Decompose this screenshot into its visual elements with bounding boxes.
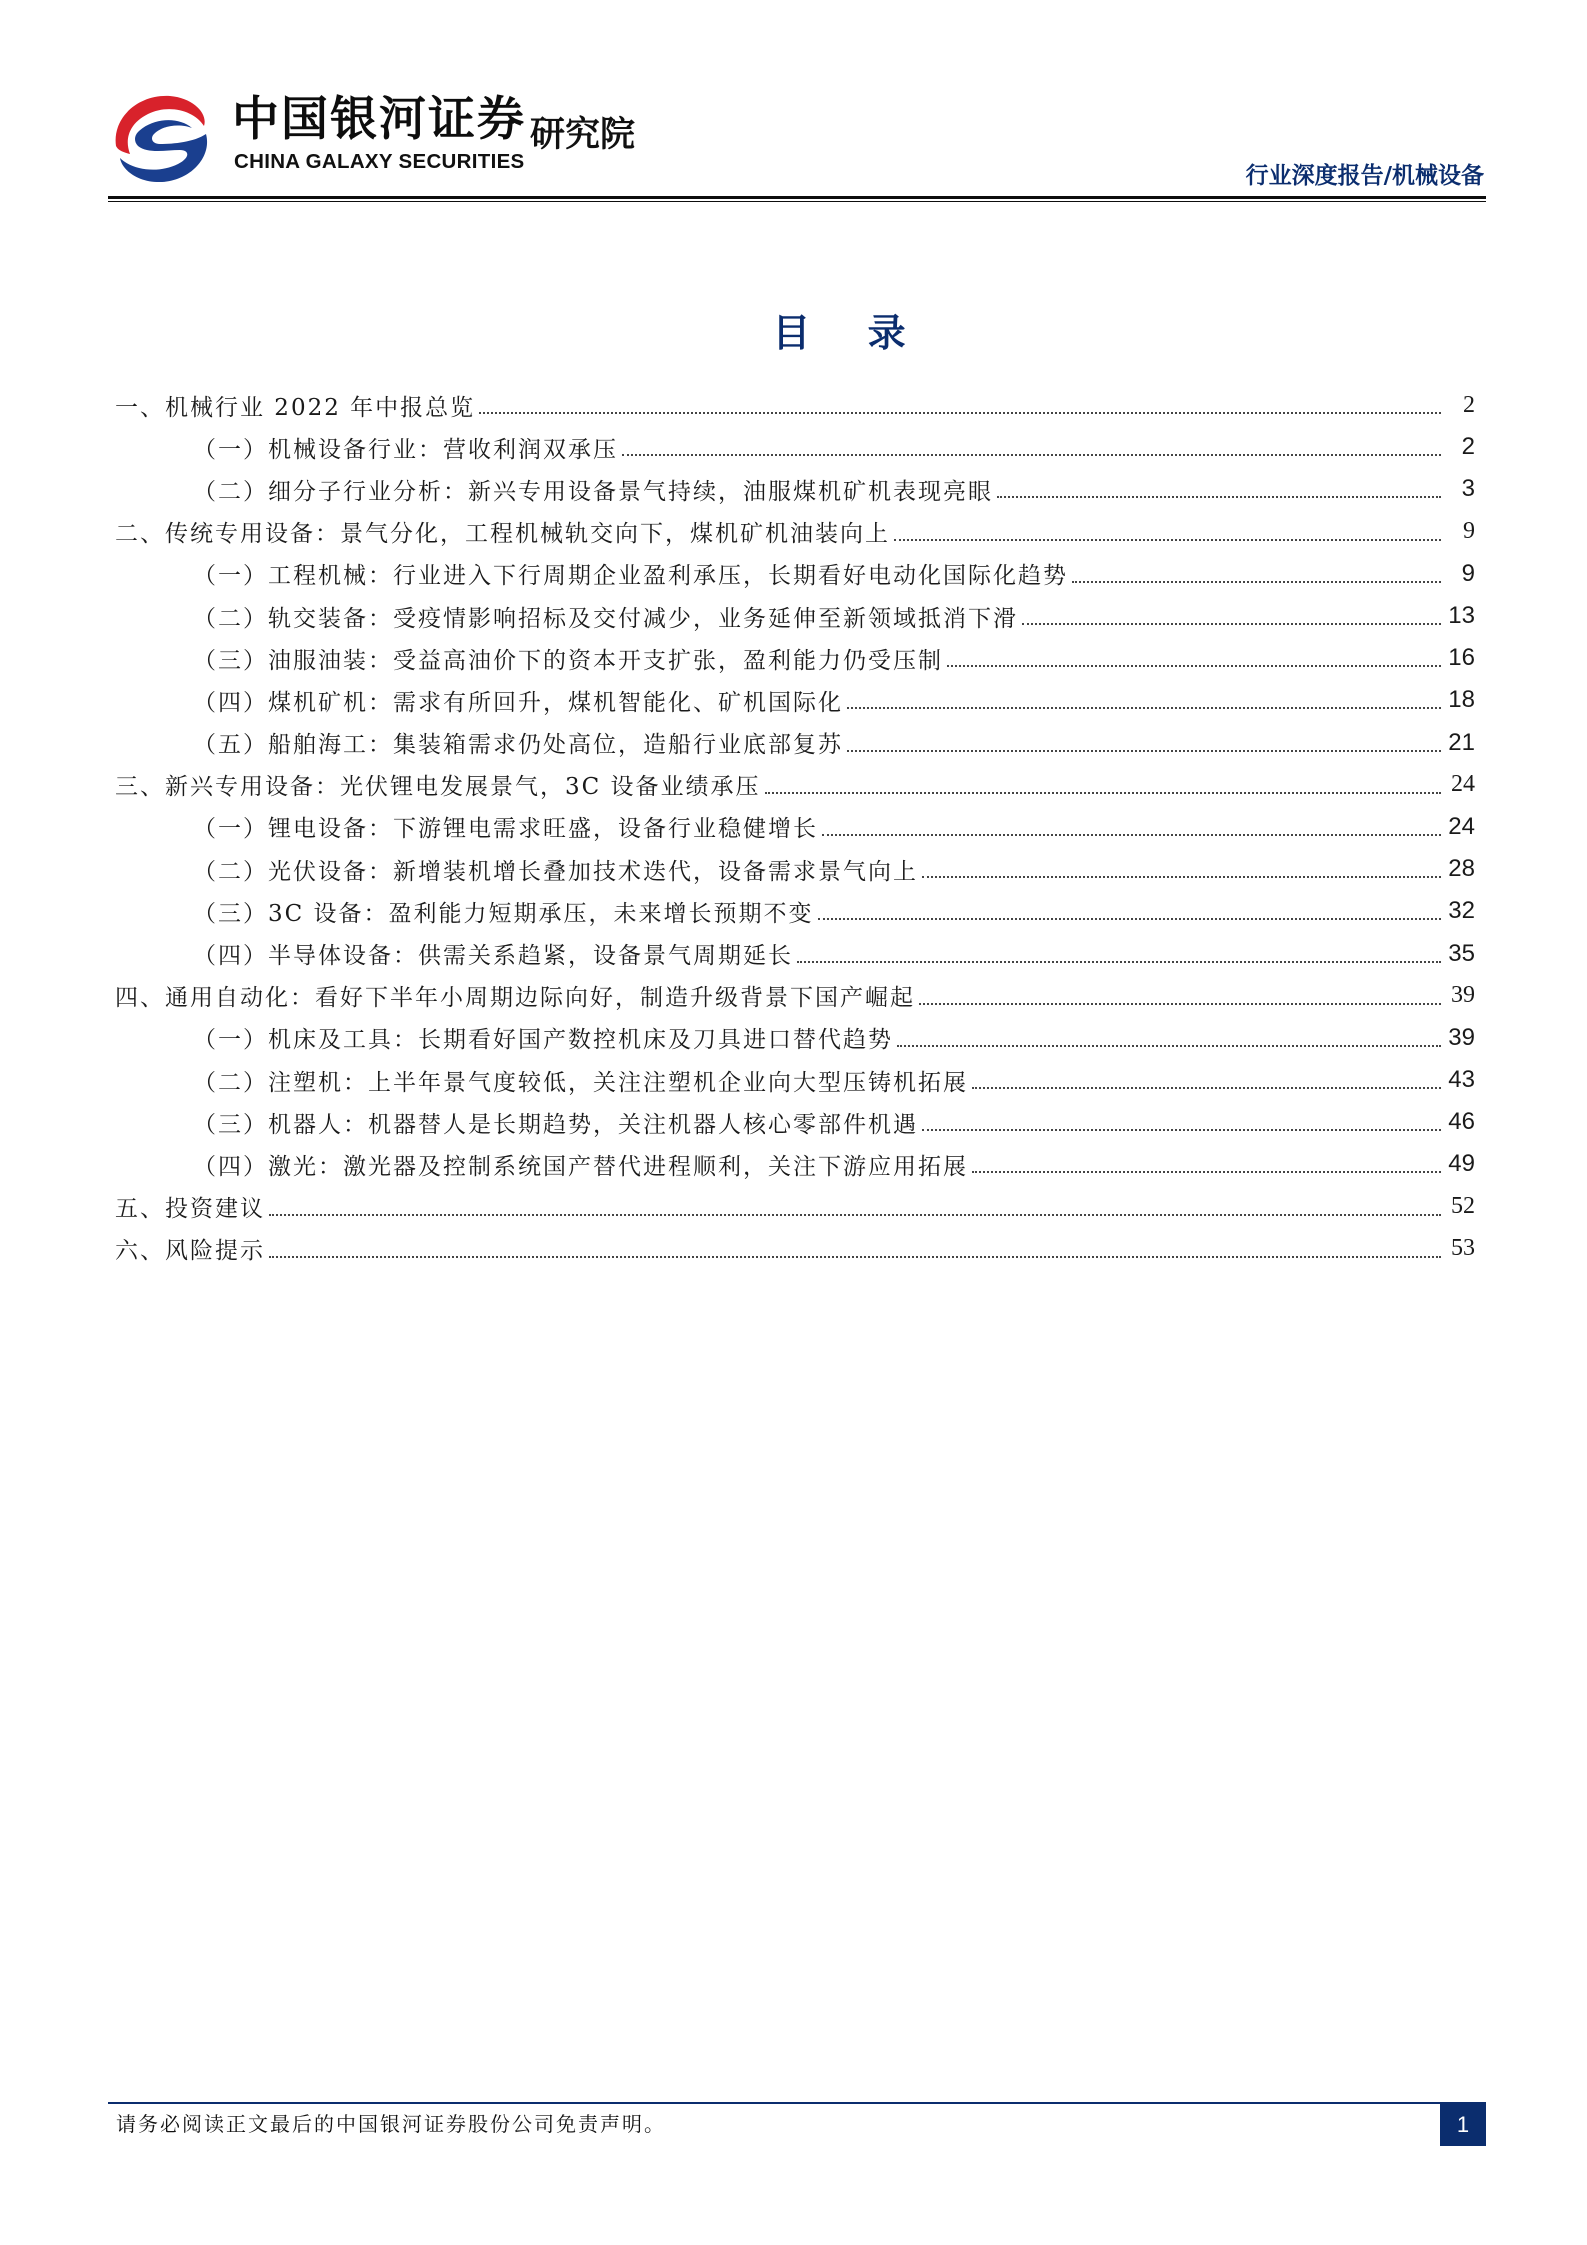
toc-entry-subsection[interactable]	[115, 468, 1475, 510]
toc-entry-text: （四）半导体设备：供需关系趋紧，设备景气周期延长	[193, 943, 793, 970]
toc-dot-leader	[822, 834, 1441, 836]
toc-entry-text: （三）机器人：机器替人是长期趋势，关注机器人核心零部件机遇	[193, 1111, 918, 1138]
toc-entry-page: 39	[1451, 982, 1475, 1009]
toc-entry-subsection[interactable]	[115, 637, 1475, 679]
toc-entry-subsection[interactable]	[115, 722, 1475, 764]
toc-entry-subsection[interactable]	[115, 1017, 1475, 1059]
toc-dot-leader	[947, 665, 1441, 667]
toc-entry-subsection[interactable]	[115, 848, 1475, 890]
toc-dot-leader	[269, 1214, 1441, 1216]
toc-entry-page: 46	[1448, 1108, 1475, 1136]
toc-entry-subsection[interactable]	[115, 595, 1475, 637]
report-type-label: 行业深度报告/机械设备	[1245, 163, 1484, 189]
toc-entry-section[interactable]	[115, 384, 1475, 426]
toc-entry-text: 三、新兴专用设备：光伏锂电发展景气，3C 设备业绩承压	[115, 774, 761, 801]
toc-entry-page: 13	[1448, 602, 1475, 630]
toc-entry-page: 16	[1448, 644, 1475, 672]
toc-dot-leader	[894, 539, 1441, 541]
toc-dot-leader	[797, 961, 1441, 963]
toc-dot-leader	[479, 412, 1441, 414]
toc-entry-subsection[interactable]	[115, 1059, 1475, 1101]
toc-entry-text: 五、投资建议	[115, 1196, 265, 1223]
toc-dot-leader	[897, 1045, 1441, 1047]
toc-entry-page: 9	[1463, 518, 1475, 545]
toc-dot-leader	[818, 918, 1441, 920]
toc-entry-text: （二）注塑机：上半年景气度较低，关注注塑机企业向大型压铸机拓展	[193, 1069, 968, 1096]
toc-entry-subsection[interactable]	[115, 932, 1475, 974]
galaxy-logo-icon	[108, 88, 218, 188]
toc-entry-page: 32	[1448, 897, 1475, 925]
toc-entry-text: （二）细分子行业分析：新兴专用设备景气持续，油服煤机矿机表现亮眼	[193, 478, 993, 505]
toc-entry-page: 9	[1461, 559, 1475, 587]
toc-entry-page: 24	[1451, 771, 1475, 798]
toc-entry-page: 49	[1448, 1150, 1475, 1178]
toc-entry-page: 21	[1448, 728, 1475, 756]
logo-chinese-name: 中国银河证券	[232, 92, 526, 147]
page-header	[0, 0, 1587, 200]
header-divider-thin	[108, 201, 1486, 202]
toc-entry-text: （一）锂电设备：下游锂电需求旺盛，设备行业稳健增长	[193, 816, 818, 843]
toc-entry-text: （四）激光：激光器及控制系统国产替代进程顺利，关注下游应用拓展	[193, 1153, 968, 1180]
toc-entry-section[interactable]	[115, 764, 1475, 806]
toc-dot-leader	[1022, 623, 1441, 625]
toc-entry-subsection[interactable]	[115, 679, 1475, 721]
toc-entry-subsection[interactable]	[115, 890, 1475, 932]
toc-dot-leader	[972, 1087, 1441, 1089]
toc-dot-leader	[1072, 581, 1441, 583]
toc-entry-page: 24	[1448, 812, 1475, 840]
footer-divider	[108, 2102, 1486, 2104]
toc-entry-text: 二、传统专用设备：景气分化，工程机械轨交向下，煤机矿机油装向上	[115, 521, 890, 548]
toc-dot-leader	[922, 1129, 1441, 1131]
logo-english-name: CHINA GALAXY SECURITIES	[234, 150, 525, 173]
toc-entry-page: 39	[1448, 1023, 1475, 1051]
toc-entry-section[interactable]	[115, 975, 1475, 1017]
page-number-badge: 1	[1440, 2104, 1486, 2146]
toc-entry-text: 一、机械行业 2022 年中报总览	[115, 394, 476, 421]
toc-entry-text: （一）工程机械：行业进入下行周期企业盈利承压，长期看好电动化国际化趋势	[193, 563, 1068, 590]
table-of-contents	[115, 384, 1475, 1270]
toc-entry-text: （四）煤机矿机：需求有所回升，煤机智能化、矿机国际化	[193, 689, 843, 716]
footer-disclaimer: 请务必阅读正文最后的中国银河证券股份公司免责声明。	[116, 2112, 666, 2136]
toc-dot-leader	[765, 792, 1441, 794]
toc-dot-leader	[919, 1003, 1441, 1005]
toc-entry-page: 3	[1461, 475, 1475, 503]
toc-entry-text: （一）机械设备行业：营收利润双承压	[193, 436, 618, 463]
toc-dot-leader	[847, 707, 1441, 709]
toc-dot-leader	[972, 1171, 1441, 1173]
toc-entry-page: 2	[1461, 433, 1475, 461]
toc-entry-page: 52	[1451, 1193, 1475, 1220]
toc-entry-page: 18	[1448, 686, 1475, 714]
toc-entry-text: （三）3C 设备：盈利能力短期承压，未来增长预期不变	[193, 900, 814, 927]
toc-entry-text: 六、风险提示	[115, 1238, 265, 1265]
toc-title: 目 录	[772, 311, 928, 355]
toc-dot-leader	[997, 496, 1441, 498]
toc-entry-page: 53	[1451, 1235, 1475, 1262]
toc-entry-text: 四、通用自动化：看好下半年小周期边际向好，制造升级背景下国产崛起	[115, 985, 915, 1012]
toc-entry-text: （三）油服油装：受益高油价下的资本开支扩张，盈利能力仍受压制	[193, 647, 943, 674]
toc-entry-subsection[interactable]	[115, 1101, 1475, 1143]
toc-entry-subsection[interactable]	[115, 806, 1475, 848]
toc-entry-text: （二）光伏设备：新增装机增长叠加技术迭代，设备需求景气向上	[193, 858, 918, 885]
toc-entry-text: （一）机床及工具：长期看好国产数控机床及刀具进口替代趋势	[193, 1027, 893, 1054]
toc-entry-page: 2	[1463, 391, 1475, 418]
toc-entry-subsection[interactable]	[115, 1143, 1475, 1185]
toc-entry-subsection[interactable]	[115, 553, 1475, 595]
toc-entry-page: 28	[1448, 855, 1475, 883]
toc-dot-leader	[269, 1256, 1441, 1258]
toc-entry-section[interactable]	[115, 1228, 1475, 1270]
toc-dot-leader	[922, 876, 1441, 878]
toc-entry-page: 43	[1448, 1066, 1475, 1094]
toc-entry-text: （二）轨交装备：受疫情影响招标及交付减少，业务延伸至新领域抵消下滑	[193, 605, 1018, 632]
toc-entry-text: （五）船舶海工：集装箱需求仍处高位，造船行业底部复苏	[193, 732, 843, 759]
toc-entry-subsection[interactable]	[115, 426, 1475, 468]
toc-entry-section[interactable]	[115, 1186, 1475, 1228]
header-divider	[108, 196, 1486, 199]
toc-dot-leader	[847, 750, 1441, 752]
toc-entry-page: 35	[1448, 939, 1475, 967]
toc-entry-section[interactable]	[115, 511, 1475, 553]
institute-label: 研究院	[530, 115, 636, 155]
toc-dot-leader	[622, 454, 1441, 456]
